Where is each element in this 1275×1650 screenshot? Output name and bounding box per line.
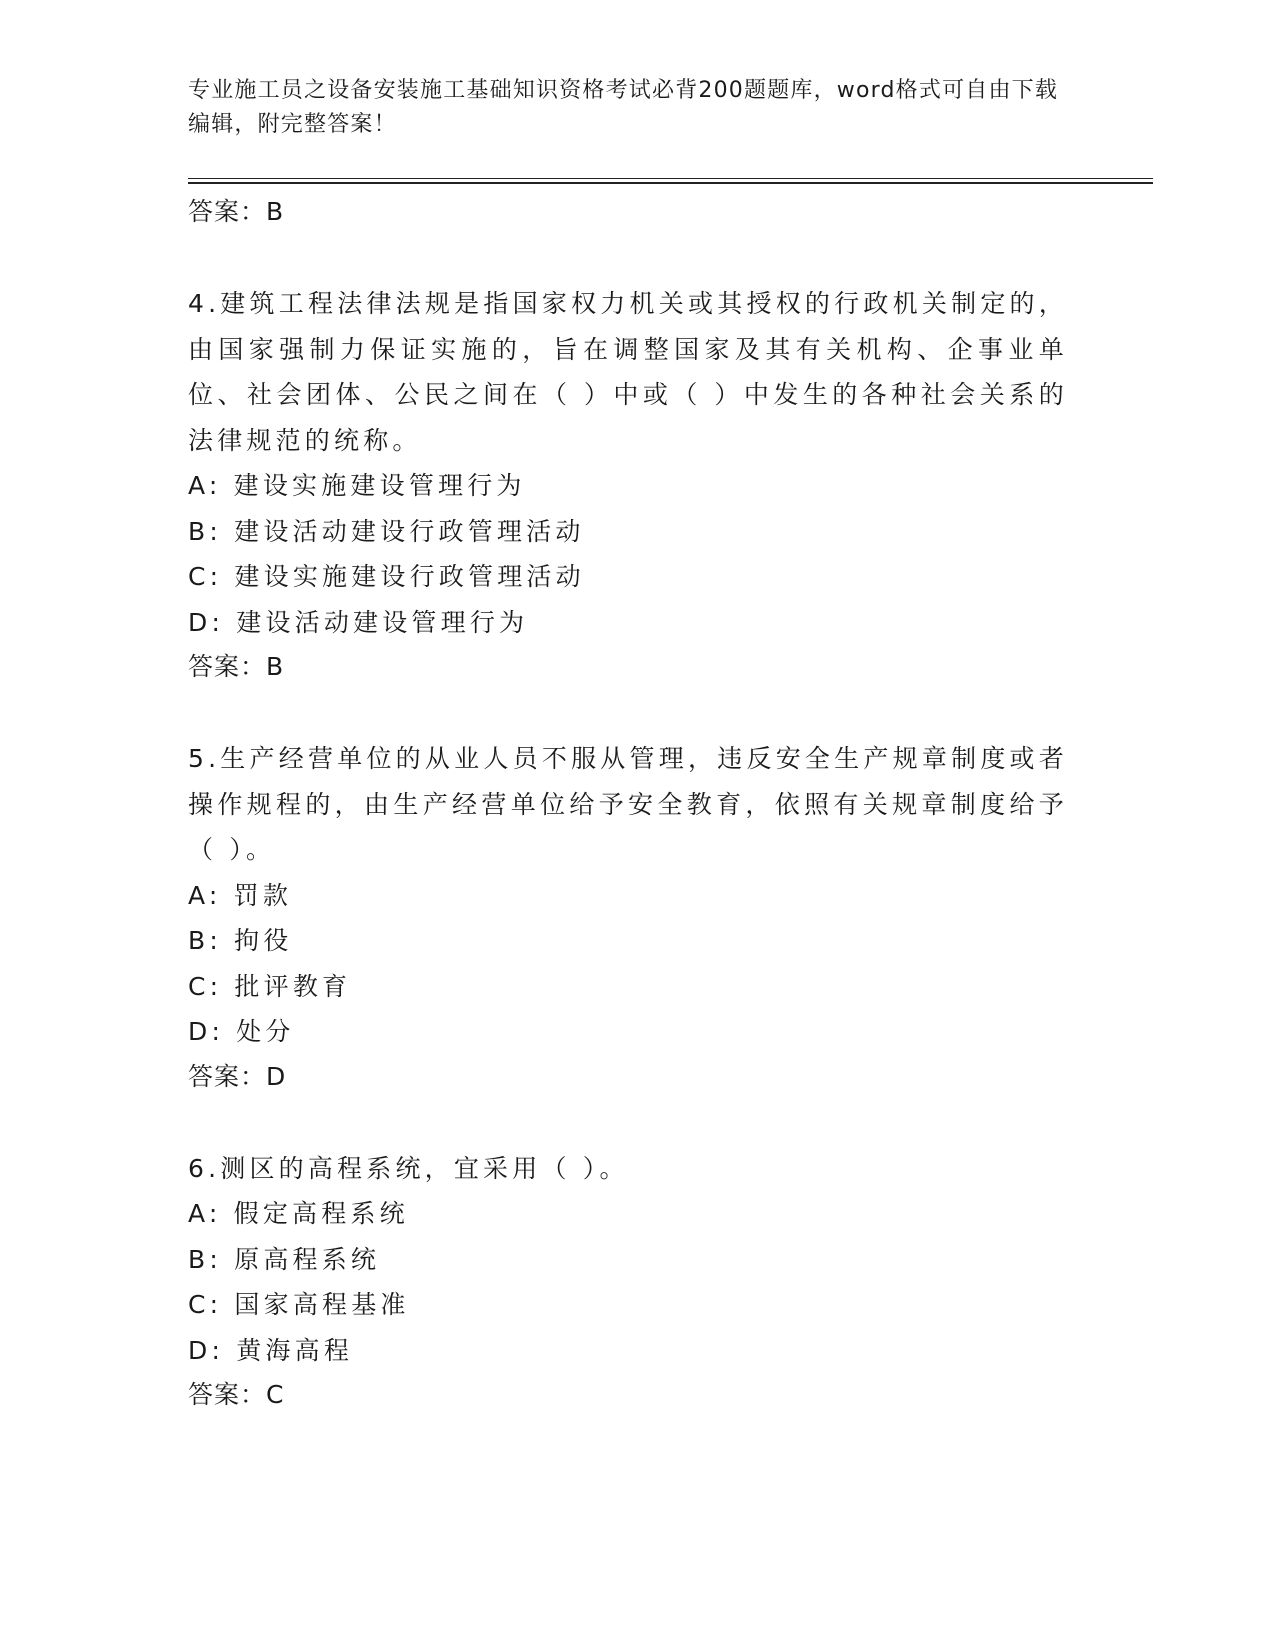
header-divider-thick	[188, 182, 1153, 184]
question-6	[188, 1146, 1068, 1418]
question-stem: 5.生产经营单位的从业人员不服从管理，违反安全生产规章制度或者操作规程的，由生产经营单位给予安全教育，依照有关规章制度给予（ ）。	[188, 744, 1068, 864]
option-a: A: 假定高程系统	[188, 1199, 409, 1228]
document-header: 专业施工员之设备安装施工基础知识资格考试必背200题题库，word格式可自由下载编辑，附完整答案！	[188, 78, 1059, 137]
spacer	[188, 1099, 1068, 1146]
header-divider-thin	[188, 178, 1153, 179]
question-answer: 答案：B	[188, 652, 285, 681]
spacer	[188, 234, 1068, 281]
question-answer: 答案：C	[188, 1380, 285, 1409]
option-b: B: 原高程系统	[188, 1244, 381, 1274]
question-5	[188, 736, 1068, 1099]
question-4	[188, 281, 1068, 689]
question-answer: 答案：D	[188, 1061, 287, 1091]
option-a: A: 罚款	[188, 880, 293, 910]
option-b: B: 拘役	[188, 926, 293, 955]
option-d: D: 处分	[188, 1017, 295, 1046]
option-d: D: 建设活动建设管理行为	[188, 607, 529, 637]
question-stem: 6.测区的高程系统，宜采用（ ）。	[188, 1153, 629, 1183]
option-d: D: 黄海高程	[188, 1335, 354, 1365]
option-b: B: 建设活动建设行政管理活动	[188, 516, 585, 546]
option-a: A: 建设实施建设管理行为	[188, 471, 526, 500]
option-c: C: 建设实施建设行政管理活动	[188, 562, 585, 591]
answer-previous-question: 答案：B	[188, 197, 285, 226]
question-stem: 4.建筑工程法律法规是指国家权力机关或其授权的行政机关制定的，由国家强制力保证实施的，旨在调整国家及其有关机构、企事业单位、社会团体、公民之间在（ ）中或（ ）中发生的各种社会关系的法律规范的统称。	[188, 289, 1068, 455]
option-c: C: 国家高程基准	[188, 1290, 410, 1319]
document-body	[188, 190, 1068, 1417]
option-c: C: 批评教育	[188, 971, 352, 1001]
spacer	[188, 689, 1068, 736]
